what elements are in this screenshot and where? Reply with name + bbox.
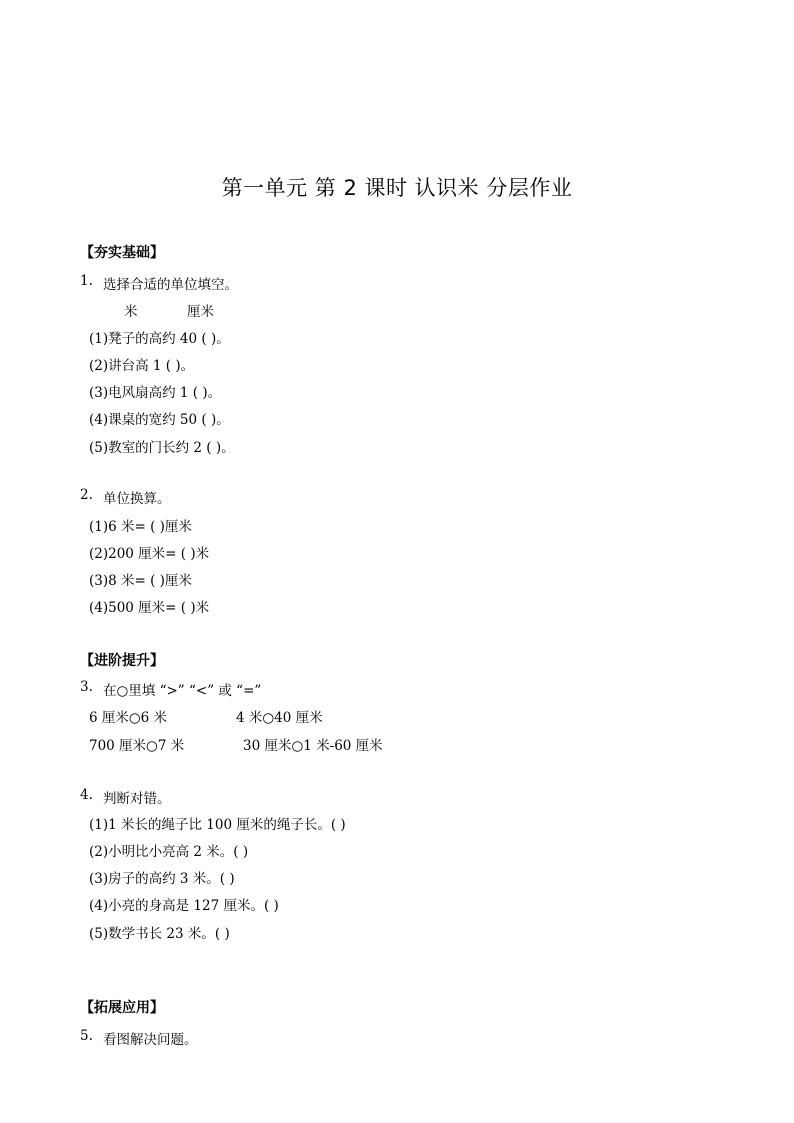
section-header-advanced: 【进阶提升】 [80,653,164,669]
question-1-item-5: (5)教室的门长约 2 ( )。 [89,440,235,456]
question-4-item-5: (5)数学书长 23 米。( ) [89,926,230,942]
question-4-item-2: (2)小明比小亮高 2 米。( ) [89,844,249,860]
question-1-prompt: 选择合适的单位填空。 [103,277,238,293]
question-3-item-2: 4 米○40 厘米 [236,710,323,726]
question-3-item-1: 6 厘米○6 米 [89,710,168,726]
question-1-item-4: (4)课桌的宽约 50 ( )。 [89,412,230,428]
question-3-item-4: 30 厘米○1 米-60 厘米 [243,738,383,754]
question-2-prompt: 单位换算。 [103,491,171,507]
question-4-item-1: (1)1 米长的绳子比 100 厘米的绳子长。( ) [89,817,346,833]
question-3-prompt: 在○里填 “>” “<” 或 “=” [103,683,262,699]
page-title: 第一单元 第 2 课时 认识米 分层作业 [221,176,573,200]
unit-option-centimeter: 厘米 [187,304,214,320]
unit-option-meter: 米 [124,304,138,320]
question-5-prompt: 看图解决问题。 [103,1032,198,1048]
question-number-3: 3. [80,679,93,695]
question-2-item-2: (2)200 厘米= ( )米 [89,546,210,562]
question-number-1: 1. [80,273,93,289]
question-1-item-3: (3)电风扇高约 1 ( )。 [89,385,222,401]
question-3-item-3: 700 厘米○7 米 [89,738,185,754]
question-number-4: 4. [80,787,93,803]
question-number-2: 2. [80,487,93,503]
question-2-item-1: (1)6 米= ( )厘米 [89,519,192,535]
question-1-item-1: (1)凳子的高约 40 ( )。 [89,331,230,347]
question-1-item-2: (2)讲台高 1 ( )。 [89,358,195,374]
question-number-5: 5. [80,1028,93,1044]
section-header-extended: 【拓展应用】 [80,1000,164,1016]
question-2-item-3: (3)8 米= ( )厘米 [89,573,192,589]
question-4-item-3: (3)房子的高约 3 米。( ) [89,871,235,887]
question-2-item-4: (4)500 厘米= ( )米 [89,600,210,616]
question-4-item-4: (4)小亮的身高是 127 厘米。( ) [89,898,279,914]
section-header-basic: 【夯实基础】 [80,245,164,261]
question-4-prompt: 判断对错。 [103,791,171,807]
